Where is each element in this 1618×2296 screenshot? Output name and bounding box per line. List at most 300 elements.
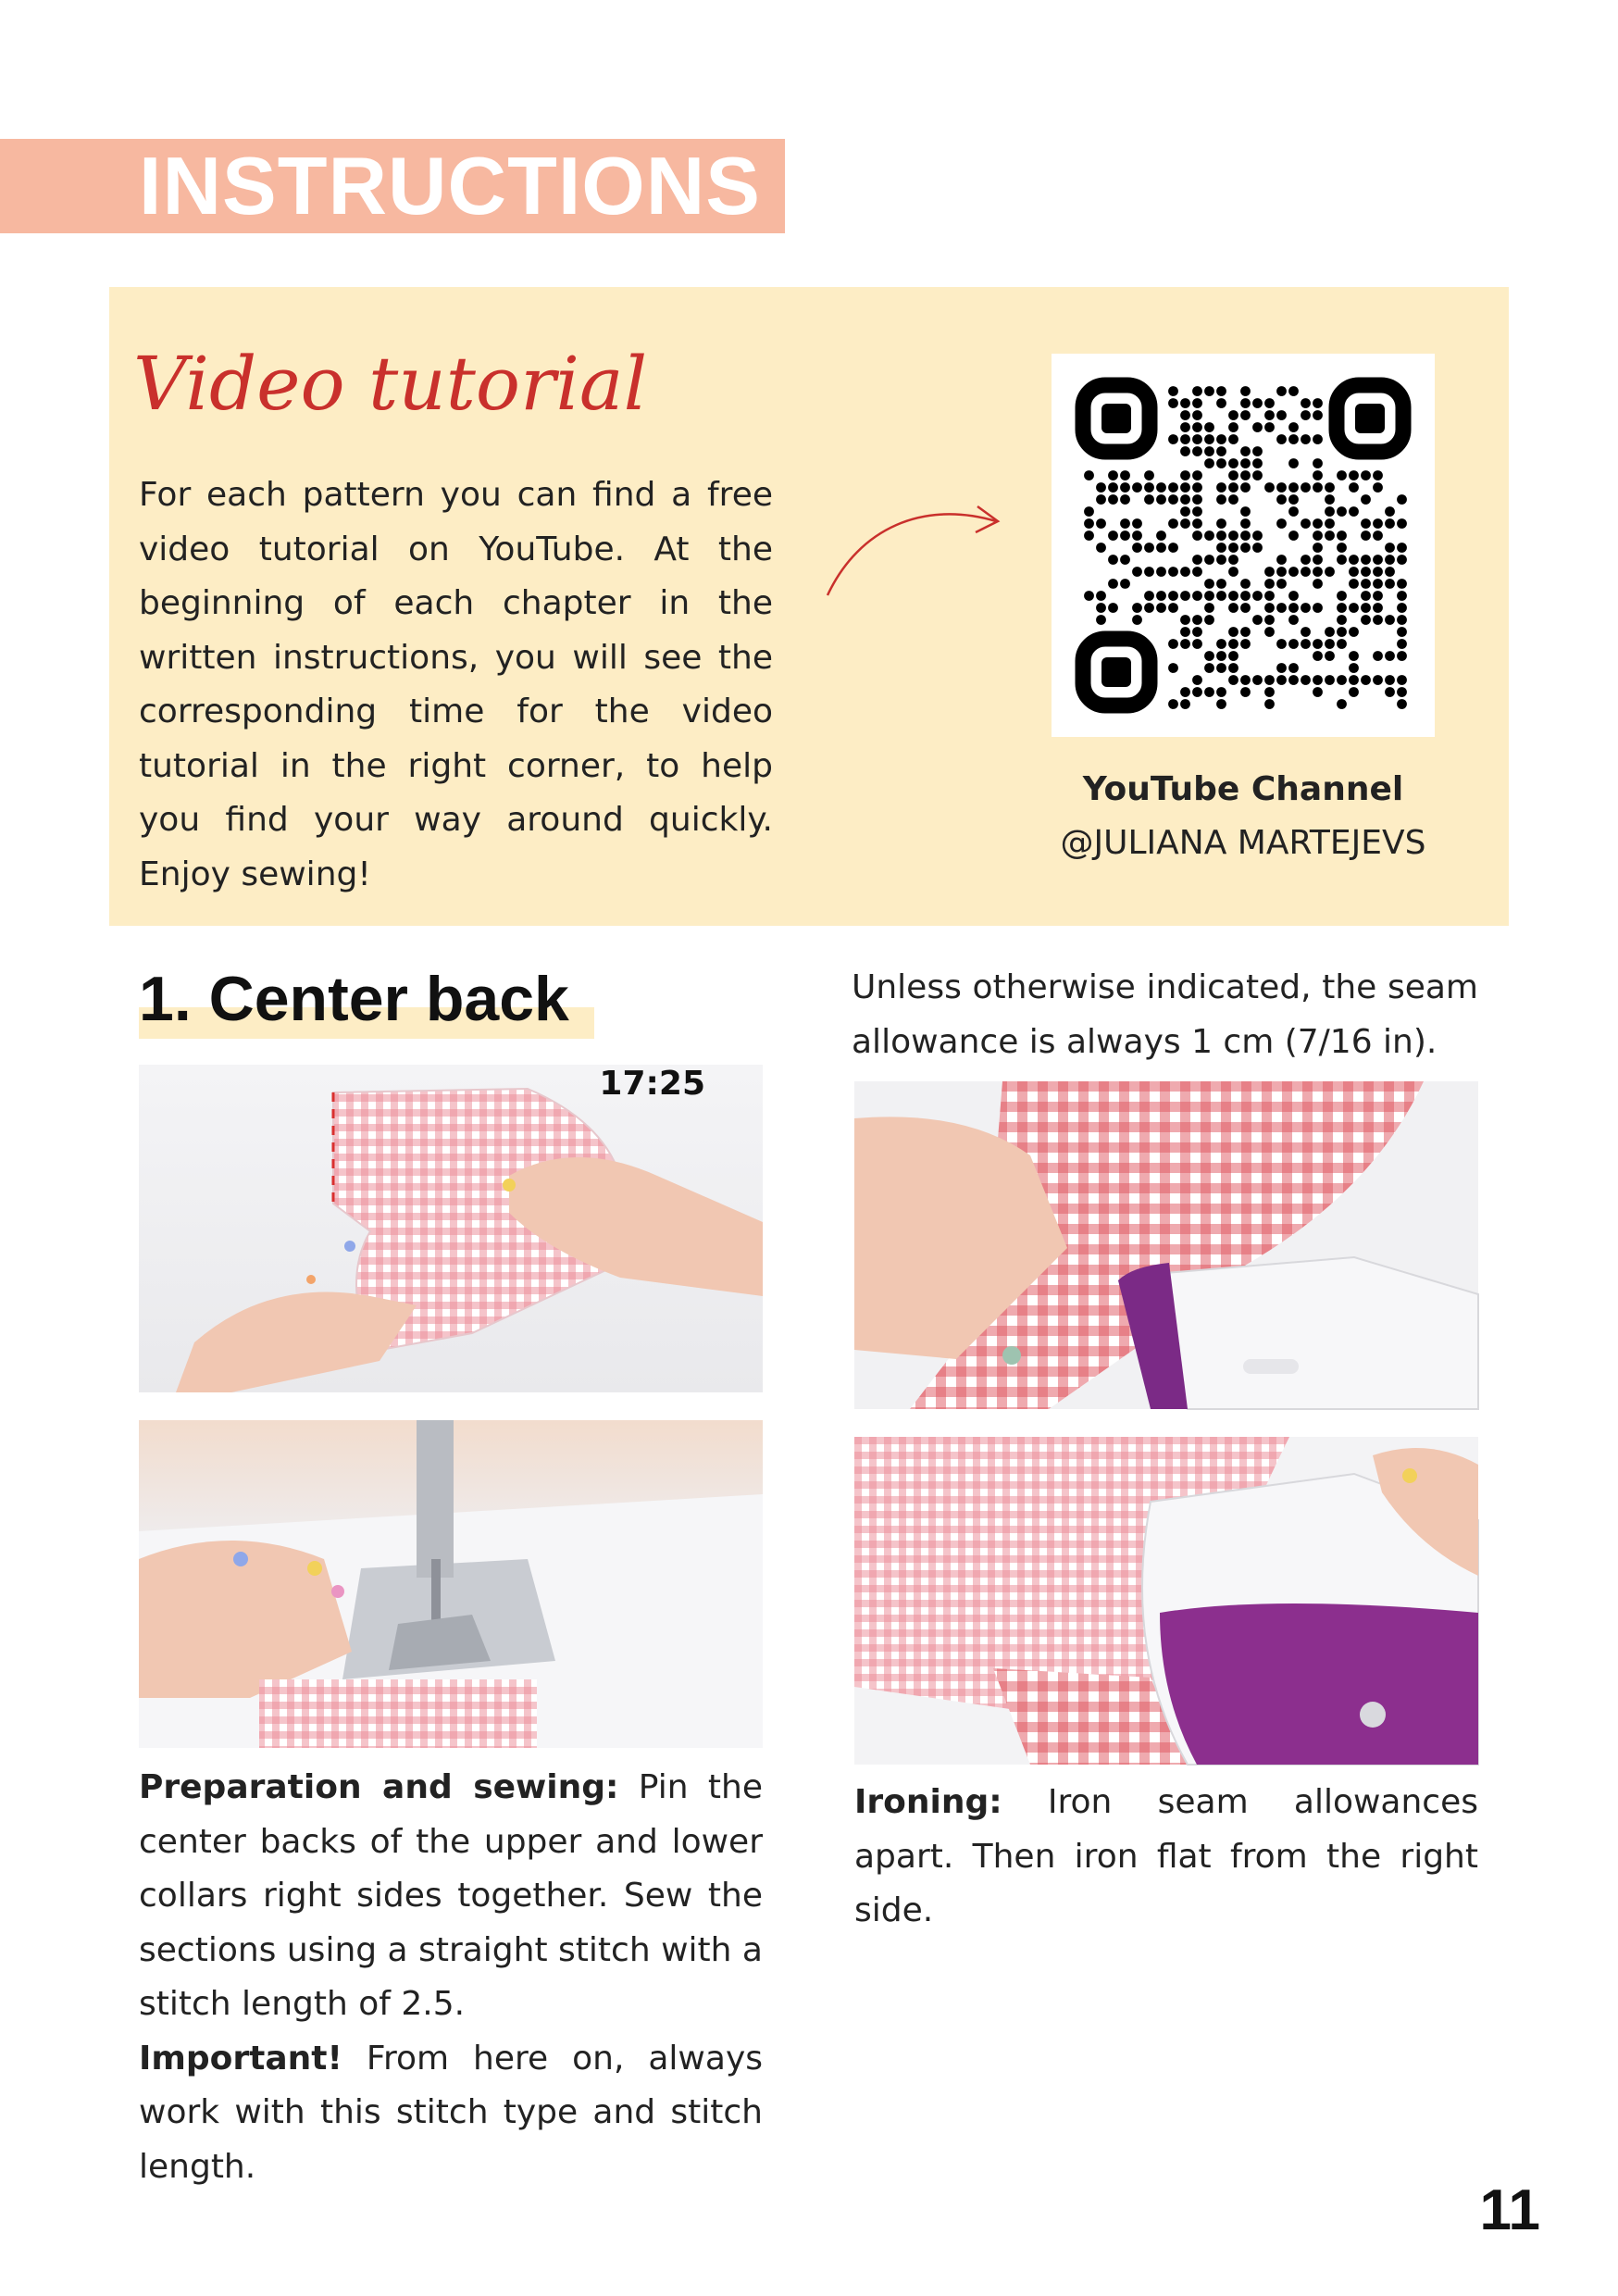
- qr-module: [1276, 386, 1287, 396]
- video-tutorial-text: For each pattern you can find a free video tutorial on YouTube. At the beginning of each chapter in the written instructions, you will see the corresponding time for the video tutorial in the right corner, to help you find your way around quickly. Enjoy sewing!: [139, 476, 773, 893]
- qr-module: [1084, 530, 1094, 541]
- qr-module: [1240, 386, 1251, 396]
- qr-module: [1156, 543, 1166, 553]
- qr-module: [1373, 470, 1383, 480]
- qr-module: [1301, 398, 1311, 408]
- qr-module: [1313, 687, 1323, 697]
- qr-module: [1180, 591, 1190, 601]
- qr-module: [1264, 687, 1275, 697]
- qr-module: [1180, 567, 1190, 577]
- qr-module: [1216, 530, 1226, 541]
- qr-module: [1156, 603, 1166, 613]
- qr-module: [1361, 603, 1371, 613]
- photo-ironing-apart: [854, 1081, 1478, 1409]
- qr-module: [1216, 591, 1226, 601]
- qr-module: [1168, 434, 1178, 444]
- qr-module: [1192, 446, 1202, 456]
- qr-module: [1288, 482, 1299, 493]
- qr-module: [1337, 555, 1347, 565]
- qr-module: [1168, 494, 1178, 505]
- qr-module: [1397, 639, 1407, 649]
- qr-module: [1397, 591, 1407, 601]
- qr-module: [1397, 651, 1407, 661]
- qr-module: [1216, 663, 1226, 673]
- qr-module: [1373, 579, 1383, 589]
- step-ironing-text: Iron seam allowances apart. Then iron flat from the right side.: [854, 1783, 1478, 1929]
- qr-module: [1373, 555, 1383, 565]
- qr-module: [1084, 470, 1094, 480]
- qr-module: [1264, 410, 1275, 420]
- qr-module: [1180, 446, 1190, 456]
- qr-module: [1108, 482, 1118, 493]
- qr-module: [1313, 458, 1323, 468]
- qr-module: [1288, 530, 1299, 541]
- qr-module: [1156, 482, 1166, 493]
- qr-module: [1132, 482, 1142, 493]
- qr-module: [1385, 579, 1395, 589]
- qr-module: [1288, 663, 1299, 673]
- qr-module: [1313, 482, 1323, 493]
- qr-module: [1288, 567, 1299, 577]
- video-timestamp: 17:25: [599, 1065, 705, 1103]
- qr-module: [1108, 494, 1118, 505]
- qr-module: [1313, 530, 1323, 541]
- qr-module: [1252, 470, 1263, 480]
- qr-module: [1192, 482, 1202, 493]
- qr-module: [1120, 494, 1130, 505]
- qr-module: [1288, 494, 1299, 505]
- qr-module: [1288, 591, 1299, 601]
- qr-module: [1228, 434, 1238, 444]
- qr-module: [1373, 615, 1383, 625]
- qr-module: [1192, 687, 1202, 697]
- step-ironing-label: Ironing:: [854, 1783, 1002, 1821]
- qr-module: [1252, 422, 1263, 432]
- important-label: Important!: [139, 2039, 342, 2078]
- qr-module: [1361, 567, 1371, 577]
- qr-module: [1204, 615, 1214, 625]
- qr-module: [1373, 591, 1383, 601]
- qr-module: [1301, 639, 1311, 649]
- qr-module: [1397, 675, 1407, 685]
- qr-module: [1349, 687, 1359, 697]
- qr-module: [1204, 591, 1214, 601]
- qr-module: [1349, 482, 1359, 493]
- qr-module: [1180, 398, 1190, 408]
- qr-module: [1325, 482, 1335, 493]
- qr-module: [1313, 543, 1323, 553]
- qr-module: [1204, 555, 1214, 565]
- qr-module: [1240, 675, 1251, 685]
- qr-module: [1240, 470, 1251, 480]
- qr-module: [1180, 687, 1190, 697]
- qr-module: [1168, 591, 1178, 601]
- qr-module: [1216, 543, 1226, 553]
- qr-module: [1288, 386, 1299, 396]
- qr-module: [1228, 555, 1238, 565]
- qr-module: [1325, 506, 1335, 517]
- qr-module: [1228, 422, 1238, 432]
- qr-module: [1373, 530, 1383, 541]
- qr-module: [1385, 555, 1395, 565]
- qr-module: [1144, 567, 1154, 577]
- qr-module: [1373, 651, 1383, 661]
- qr-module: [1192, 675, 1202, 685]
- qr-module: [1337, 530, 1347, 541]
- qr-module: [1240, 398, 1251, 408]
- qr-module: [1120, 482, 1130, 493]
- photo-pinning-collar: [139, 1065, 763, 1392]
- qr-module: [1132, 567, 1142, 577]
- qr-module: [1192, 434, 1202, 444]
- qr-module: [1313, 567, 1323, 577]
- qr-module: [1240, 639, 1251, 649]
- qr-module: [1204, 386, 1214, 396]
- qr-module: [1240, 518, 1251, 529]
- qr-module: [1228, 543, 1238, 553]
- qr-module: [1397, 555, 1407, 565]
- qr-module: [1132, 603, 1142, 613]
- qr-module: [1252, 530, 1263, 541]
- qr-module: [1108, 555, 1118, 565]
- qr-module: [1349, 675, 1359, 685]
- qr-module: [1216, 518, 1226, 529]
- qr-module: [1397, 627, 1407, 637]
- qr-module: [1192, 422, 1202, 432]
- qr-module: [1288, 434, 1299, 444]
- qr-module: [1349, 470, 1359, 480]
- qr-module: [1397, 603, 1407, 613]
- qr-module: [1144, 603, 1154, 613]
- qr-module: [1264, 567, 1275, 577]
- qr-module: [1216, 555, 1226, 565]
- qr-module: [1228, 651, 1238, 661]
- qr-module: [1144, 543, 1154, 553]
- qr-module: [1132, 530, 1142, 541]
- qr-module: [1180, 410, 1190, 420]
- qr-module: [1192, 470, 1202, 480]
- qr-module: [1276, 482, 1287, 493]
- qr-module: [1180, 422, 1190, 432]
- qr-module: [1168, 567, 1178, 577]
- qr-module: [1276, 410, 1287, 420]
- qr-module: [1361, 470, 1371, 480]
- page-number: 11: [1479, 2178, 1540, 2242]
- qr-module: [1276, 663, 1287, 673]
- qr-module: [1337, 591, 1347, 601]
- qr-module: [1204, 687, 1214, 697]
- qr-module: [1096, 494, 1106, 505]
- video-tutorial-script-title: [130, 306, 648, 444]
- qr-module: [1397, 494, 1407, 505]
- qr-module: [1337, 615, 1347, 625]
- qr-module: [1228, 591, 1238, 601]
- qr-module: [1216, 434, 1226, 444]
- qr-module: [1252, 675, 1263, 685]
- qr-module: [1204, 579, 1214, 589]
- qr-module: [1361, 675, 1371, 685]
- qr-module: [1325, 567, 1335, 577]
- qr-module: [1276, 567, 1287, 577]
- qr-module: [1120, 518, 1130, 529]
- qr-module: [1216, 482, 1226, 493]
- qr-module: [1168, 518, 1178, 529]
- qr-module: [1385, 543, 1395, 553]
- qr-module: [1192, 398, 1202, 408]
- qr-module: [1180, 615, 1190, 625]
- qr-module: [1313, 603, 1323, 613]
- qr-module: [1240, 627, 1251, 637]
- qr-module: [1156, 567, 1166, 577]
- qr-module: [1192, 567, 1202, 577]
- qr-module: [1325, 651, 1335, 661]
- qr-module: [1264, 627, 1275, 637]
- qr-module: [1276, 675, 1287, 685]
- qr-code[interactable]: [1052, 354, 1435, 737]
- qr-module: [1288, 639, 1299, 649]
- qr-module: [1337, 603, 1347, 613]
- qr-code-graphic: [1052, 354, 1435, 737]
- qr-module: [1192, 530, 1202, 541]
- qr-module: [1144, 482, 1154, 493]
- qr-module: [1132, 518, 1142, 529]
- qr-module: [1373, 603, 1383, 613]
- qr-module: [1216, 386, 1226, 396]
- qr-module: [1252, 543, 1263, 553]
- qr-module: [1144, 591, 1154, 601]
- qr-module: [1144, 470, 1154, 480]
- step-preparation-label: Preparation and sewing:: [139, 1768, 619, 1806]
- qr-module: [1301, 603, 1311, 613]
- qr-module: [1288, 458, 1299, 468]
- qr-module: [1228, 530, 1238, 541]
- qr-module: [1373, 675, 1383, 685]
- qr-module: [1216, 446, 1226, 456]
- qr-module: [1204, 446, 1214, 456]
- qr-module: [1288, 675, 1299, 685]
- qr-module: [1192, 639, 1202, 649]
- qr-module: [1349, 579, 1359, 589]
- qr-module: [1301, 518, 1311, 529]
- qr-module: [1337, 506, 1347, 517]
- qr-module: [1313, 518, 1323, 529]
- qr-module: [1325, 639, 1335, 649]
- qr-module: [1240, 410, 1251, 420]
- qr-module: [1252, 591, 1263, 601]
- qr-module: [1276, 518, 1287, 529]
- qr-module: [1204, 651, 1214, 661]
- qr-module: [1385, 518, 1395, 529]
- qr-module: [1240, 506, 1251, 517]
- qr-module: [1361, 615, 1371, 625]
- qr-module: [1325, 627, 1335, 637]
- qr-module: [1168, 543, 1178, 553]
- qr-module: [1084, 518, 1094, 529]
- qr-module: [1252, 398, 1263, 408]
- qr-module: [1313, 410, 1323, 420]
- qr-module: [1361, 579, 1371, 589]
- qr-module: [1192, 591, 1202, 601]
- qr-module: [1192, 627, 1202, 637]
- qr-module: [1120, 470, 1130, 480]
- qr-module: [1373, 482, 1383, 493]
- qr-module: [1228, 458, 1238, 468]
- qr-module: [1313, 470, 1323, 480]
- video-tutorial-title-text: Video tutorial: [133, 341, 648, 427]
- qr-module: [1216, 699, 1226, 709]
- qr-module: [1264, 615, 1275, 625]
- qr-module: [1108, 603, 1118, 613]
- qr-module: [1120, 579, 1130, 589]
- qr-module: [1349, 603, 1359, 613]
- section-title: 1. Center back: [139, 964, 569, 1034]
- qr-module: [1313, 675, 1323, 685]
- qr-module: [1192, 410, 1202, 420]
- qr-module: [1264, 422, 1275, 432]
- qr-module: [1349, 663, 1359, 673]
- qr-module: [1276, 639, 1287, 649]
- qr-module: [1397, 687, 1407, 697]
- seam-allowance-note: Unless otherwise indicated, the seam allowance is always 1 cm (7/16 in).: [852, 968, 1478, 1061]
- qr-module: [1361, 518, 1371, 529]
- qr-module: [1228, 470, 1238, 480]
- qr-module: [1168, 699, 1178, 709]
- qr-module: [1264, 603, 1275, 613]
- qr-module: [1216, 639, 1226, 649]
- qr-module: [1216, 651, 1226, 661]
- qr-module: [1252, 615, 1263, 625]
- qr-module: [1337, 470, 1347, 480]
- qr-module: [1084, 506, 1094, 517]
- qr-module: [1349, 567, 1359, 577]
- qr-module: [1264, 579, 1275, 589]
- qr-module: [1240, 591, 1251, 601]
- step-ironing: [854, 1776, 1478, 1939]
- qr-module: [1204, 434, 1214, 444]
- qr-module: [1228, 639, 1238, 649]
- qr-module: [1337, 675, 1347, 685]
- qr-module: [1325, 494, 1335, 505]
- qr-module: [1264, 591, 1275, 601]
- important-text: From here on, always work with this stitch type and stitch length.: [139, 2039, 763, 2186]
- qr-module: [1228, 410, 1238, 420]
- qr-module: [1216, 398, 1226, 408]
- qr-module: [1192, 494, 1202, 505]
- qr-module: [1192, 555, 1202, 565]
- qr-module: [1228, 663, 1238, 673]
- qr-module: [1216, 494, 1226, 505]
- qr-module: [1397, 543, 1407, 553]
- qr-module: [1337, 627, 1347, 637]
- qr-module: [1337, 543, 1347, 553]
- qr-module: [1264, 699, 1275, 709]
- youtube-channel-handle[interactable]: @JULIANA MARTEJEVS: [1060, 824, 1426, 862]
- qr-module: [1313, 398, 1323, 408]
- qr-module: [1120, 555, 1130, 565]
- page-title: INSTRUCTIONS: [139, 140, 761, 231]
- qr-module: [1385, 615, 1395, 625]
- qr-module: [1361, 555, 1371, 565]
- photo-ironing-flat: [854, 1437, 1478, 1765]
- qr-module: [1168, 482, 1178, 493]
- qr-module: [1096, 543, 1106, 553]
- qr-module: [1349, 555, 1359, 565]
- qr-module: [1180, 482, 1190, 493]
- qr-module: [1180, 506, 1190, 517]
- qr-module: [1180, 627, 1190, 637]
- qr-module: [1096, 591, 1106, 601]
- qr-module: [1204, 663, 1214, 673]
- qr-module: [1349, 651, 1359, 661]
- qr-module: [1180, 639, 1190, 649]
- qr-module: [1240, 687, 1251, 697]
- qr-module: [1385, 651, 1395, 661]
- qr-module: [1313, 579, 1323, 589]
- qr-module: [1216, 458, 1226, 468]
- qr-module: [1132, 615, 1142, 625]
- qr-module: [1264, 398, 1275, 408]
- qr-module: [1288, 603, 1299, 613]
- qr-module: [1276, 603, 1287, 613]
- qr-module: [1288, 422, 1299, 432]
- qr-module: [1228, 627, 1238, 637]
- qr-module: [1288, 506, 1299, 517]
- qr-module: [1156, 494, 1166, 505]
- qr-module: [1240, 579, 1251, 589]
- qr-module: [1120, 530, 1130, 541]
- qr-module: [1313, 651, 1323, 661]
- qr-module: [1385, 687, 1395, 697]
- qr-module: [1108, 530, 1118, 541]
- photo-sewing-machine: [139, 1420, 763, 1748]
- qr-module: [1264, 482, 1275, 493]
- qr-module: [1228, 603, 1238, 613]
- qr-module: [1301, 434, 1311, 444]
- qr-module: [1204, 530, 1214, 541]
- qr-module: [1192, 506, 1202, 517]
- qr-module: [1240, 543, 1251, 553]
- youtube-channel-label: YouTube Channel: [1082, 770, 1404, 808]
- qr-module: [1325, 530, 1335, 541]
- qr-module: [1349, 627, 1359, 637]
- qr-module: [1180, 434, 1190, 444]
- qr-module: [1373, 518, 1383, 529]
- qr-module: [1276, 434, 1287, 444]
- qr-module: [1373, 567, 1383, 577]
- qr-module: [1313, 434, 1323, 444]
- qr-module: [1349, 506, 1359, 517]
- qr-module: [1397, 699, 1407, 709]
- qr-module: [1252, 446, 1263, 456]
- qr-module: [1361, 530, 1371, 541]
- qr-module: [1204, 458, 1214, 468]
- qr-module: [1361, 591, 1371, 601]
- qr-module: [1325, 518, 1335, 529]
- step-preparation-sewing: [139, 1761, 763, 2194]
- qr-module: [1168, 639, 1178, 649]
- qr-module: [1192, 386, 1202, 396]
- qr-module: [1084, 591, 1094, 601]
- qr-module: [1301, 410, 1311, 420]
- qr-module: [1228, 567, 1238, 577]
- qr-module: [1108, 579, 1118, 589]
- qr-module: [1108, 470, 1118, 480]
- qr-module: [1156, 530, 1166, 541]
- qr-module: [1301, 675, 1311, 685]
- qr-module: [1385, 675, 1395, 685]
- qr-module: [1337, 699, 1347, 709]
- qr-module: [1240, 530, 1251, 541]
